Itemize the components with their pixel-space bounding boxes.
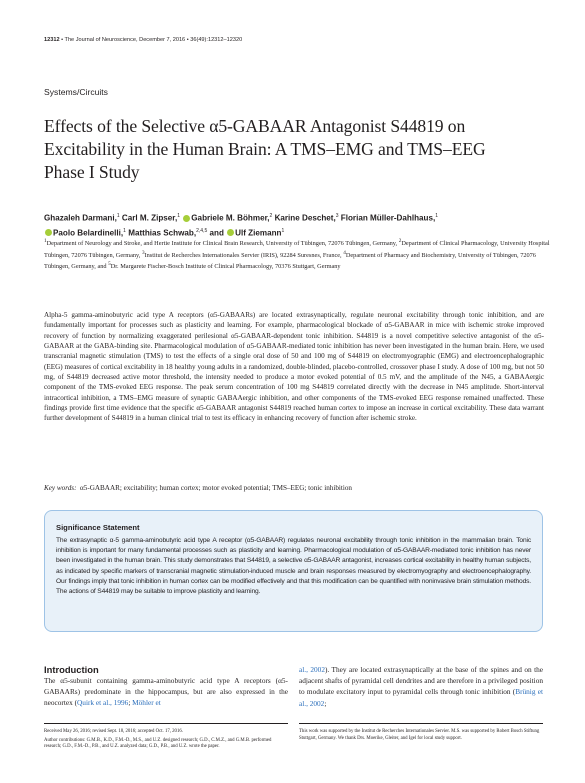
abstract: Alpha-5 gamma-aminobutyric acid type A receptors (α5-GABAARs) are located extrasynaptically, regulate neuronal excitability through tonic inhibition, and are fundamentally important for processes such as plasticity and learning. For example, pharmacological blockade of α5-GABAAR in mice with ischemic stroke improved recovery of function by normalizing exaggerated perilesional α5-GABAAR-dependent tonic inhibition. S44819 is a novel competitive selective antagonist of the α5-GABAAR at the GABA-binding site. Pharmacological modulation of α5-GABAAR-mediated tonic inhibition has never been investigated in the human brain. Here, we used transcranial magnetic stimulation (TMS) to test the effects of a single oral dose of 50 and 100 mg of S44819 on electromyographic (EMG) and electroencephalographic (EEG) measures of cortical excitability in 18 healthy young adults in a randomized, double-blinded, placebo-controlled, crossover phase I study. A dose of 100 mg, but not 50 mg, of S44819 decreased active motor threshold, the intensity needed to produce a motor evoked potential of 0.5 mV, and the amplitude of the N45, a GABAAergic component of the TMS-evoked EEG response. The peak serum concentration of 100 mg S44819 correlated directly with the decrease in N45 amplitude. Short-interval intracortical inhibition, a TMS–EMG measure of synaptic GABAAergic inhibition, and other components of the TMS-evoked EEG response remained unaffected. These findings provide first time evidence that the specific α5-GABAAR antagonist S44819 reached human cortex to impose an increase in cortical excitability. These data warrant further development of S44819 in a human clinical trial to test its efficacy in enhancing recovery of function after ischemic stroke.	[44, 311, 544, 423]
orcid-icon[interactable]	[227, 229, 234, 236]
received-dates: Received May 26, 2016; revised Sept. 18, 2016; accepted Oct. 17, 2016.	[44, 729, 183, 734]
author-affil-sup: 1	[177, 213, 181, 219]
citation-link[interactable]: Brünig et al., 2002	[299, 687, 543, 708]
title-line-3: Phase I Study	[44, 162, 140, 182]
page-number: 12312	[44, 37, 60, 43]
keywords-text: α5-GABAAR; excitability; human cortex; motor evoked potential; TMS–EEG; tonic inhibition	[80, 484, 352, 492]
significance-body: The extrasynaptic α-5 gamma-aminobutyric acid type A receptor (α5-GABAAR) regulates neuronal excitability through tonic inhibition in the mammalian brain. Tonic inhibition is important for many fundamental processes such as plasticity and learning. Pharmacological modulation of α5-GABAAR-mediated tonic inhibition has never been investigated in the human brain. This study demonstrates that S44819, a selective α5-GABAAR antagonist, increases cortical excitability in healthy human subjects, as indicated by specific markers of transcranial magnetic stimulation-induced muscle and brain responses measured by electromyography and electroencephalography. Our findings imply that tonic inhibition in human cortex can be modified effectively and that this modification can be quantified with noninvasive brain stimulation methods. The actions of S44819 may be suitable to improve plasticity and learning.	[56, 537, 531, 596]
author-affil-sup: 2	[269, 213, 273, 219]
intro-column-left	[44, 675, 288, 709]
intro-text-tail: ;	[324, 698, 327, 708]
orcid-icon[interactable]	[183, 215, 190, 222]
introduction-heading: Introduction	[44, 664, 99, 675]
author-affil-sup: 3	[335, 213, 339, 219]
affil-sup: 1	[44, 238, 47, 244]
footnote-rule	[299, 723, 543, 724]
author-name[interactable]: Ghazaleh Darmani,	[44, 213, 117, 223]
citation-link[interactable]: Quirk et al., 1996	[77, 698, 129, 708]
affiliation-text: Dr. Margarete Fischer-Bosch Institute of Clinical Pharmacology, 70376 Stuttgart, Germany	[110, 263, 341, 271]
affiliation-text: Department of Neurology and Stroke, and Hertie Institute for Clinical Brain Research, University of Tübingen, 72076 Tübingen, Germany,	[46, 240, 399, 248]
author-name[interactable]: Gabriele M. Böhmer,	[191, 213, 270, 223]
footnote-rule	[44, 723, 288, 724]
author-affil-sup: 1	[116, 213, 120, 219]
author-affil-sup: 2,4,5	[196, 227, 208, 234]
affil-sup: 2	[398, 238, 402, 244]
section-label: Systems/Circuits	[44, 87, 108, 97]
significance-title: Significance Statement	[56, 523, 140, 532]
author-conjunction: and	[207, 228, 227, 238]
affil-sup: 3	[141, 249, 145, 256]
journal-citation: • The Journal of Neuroscience, December 7, 2016 • 36(49):12312–12320	[59, 37, 243, 43]
significance-statement-box	[44, 510, 543, 632]
footnotes-right	[299, 729, 543, 744]
author-name[interactable]: Florian Müller-Dahlhaus,	[340, 213, 436, 223]
intro-text: The α5-subunit containing gamma-aminobutyric acid type A receptors (α5-GABAARs) predominate in the hippocampus, but are also expressed in the neocortex (	[44, 676, 288, 708]
keywords-label: Key words:	[44, 484, 77, 492]
affiliation-text: Department of Clinical Pharmacology, University Hospital Tübingen, 72076 Tübingen, Germany,	[44, 240, 550, 259]
citation-separator: ;	[128, 698, 133, 708]
article-title	[44, 115, 554, 184]
title-line-1: Effects of the Selective α5-GABAAR Antagonist S44819 on	[44, 116, 466, 136]
citation-link[interactable]: al., 2002	[299, 665, 325, 674]
intro-column-right	[299, 664, 543, 709]
author-contributions: Author contributions: G.M.B., K.D., F.M.-D., M.S., and U.Z. designed research; G.D., C.M.Z., and G.M.B. performed research; G.D., F.M.-D., P.B., and U.Z. analyzed data; G.D., P.B., and U.Z. wrote the paper.	[44, 737, 272, 750]
footnotes-left	[44, 729, 288, 753]
orcid-icon[interactable]	[45, 229, 52, 236]
author-name[interactable]: Ulf Ziemann	[235, 228, 282, 238]
affiliation-text: Institut de Recherches Internationales Servier (IRIS), 92284 Suresnes, France,	[144, 251, 344, 259]
running-head	[44, 37, 242, 43]
author-name[interactable]: Karine Deschet,	[274, 213, 336, 223]
funding-statement: This work was supported by the Institut de Recherches Internationales Servier. M.S. was supported by Robert Bosch Stiftung Stuttgart, Germany. We thank Drs. Moerike, Gleiter, and Igel for local study support.	[299, 729, 540, 741]
author-affil-sup: 1	[281, 227, 285, 234]
intro-text: ). They are located extrasynaptically at the base of the spines and on the adjacent shafts of pyramidal cell dendrites and are therefore in a privileged position to modulate excitatory input to pyramidal cells through tonic inhibition (	[299, 665, 543, 697]
author-list	[44, 210, 554, 239]
affil-sup: 5	[108, 261, 111, 268]
title-line-2: Excitability in the Human Brain: A TMS–EMG and TMS–EEG	[44, 139, 486, 159]
keywords	[44, 484, 544, 492]
author-affil-sup: 1	[435, 213, 439, 219]
citation-link[interactable]: Möhler et	[132, 698, 161, 708]
affil-sup: 4	[343, 249, 346, 256]
author-name[interactable]: Matthias Schwab,	[128, 228, 197, 238]
affiliations	[44, 237, 554, 272]
author-name[interactable]: Carl M. Zipser,	[121, 213, 178, 223]
affiliation-text: Department of Pharmacy and Biochemistry, University of Tübingen, 72076 Tübingen, Germany, and	[44, 251, 536, 271]
author-affil-sup: 1	[123, 227, 126, 234]
author-name[interactable]: Paolo Belardinelli,	[53, 228, 124, 238]
